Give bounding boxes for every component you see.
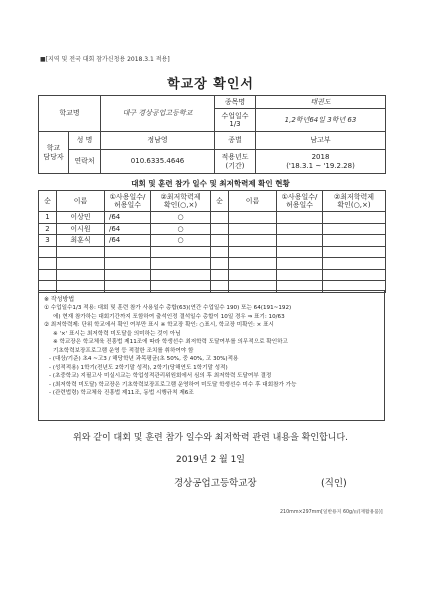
school-signature: 경상공업고등학교장 — [174, 478, 257, 489]
page-title: 학교장 확인서 — [167, 77, 254, 92]
empty-cell — [277, 212, 323, 224]
empty-cell — [323, 258, 386, 270]
row-no: 3 — [39, 235, 57, 247]
row-days: /64 — [105, 223, 151, 235]
name-value: 정남영 — [101, 132, 215, 150]
school-label: 학교명 — [39, 96, 101, 132]
row-days — [105, 246, 151, 258]
row-name — [57, 246, 105, 258]
roster-table — [38, 190, 386, 293]
col-no-left: 순 — [39, 191, 57, 212]
confirm-text: 위와 같이 대회 및 훈련 참가 일수와 최저학력 관련 내용을 확인합니다. — [73, 433, 348, 443]
row-days — [105, 269, 151, 281]
row-no — [39, 269, 57, 281]
row-days — [105, 258, 151, 270]
empty-cell — [229, 212, 277, 224]
note-line: - (초중학교) 지필고사 미실시교는 학업성적관리위원회에서 심의 후 최저학력 도달여부 결정 — [49, 373, 272, 379]
row-ok: ○ — [151, 223, 211, 235]
roster-row — [39, 246, 386, 258]
note-line: 에) 현재 참가하는 대회기간까지 포함하여 출석인정 결석일수 총합이 10일 경우 ⇒ 표기: 10/63 — [53, 313, 285, 320]
row-ok — [151, 246, 211, 258]
row-no: 2 — [39, 223, 57, 235]
empty-cell — [211, 246, 229, 258]
note-line: ※ 학교장은 학교체육 진흥법 제11조에 따라 학생선수 최저학력 도달여부를 의무적으로 확인하고 — [53, 339, 288, 345]
empty-cell — [229, 223, 277, 235]
roster-row — [39, 223, 386, 235]
empty-cell — [277, 246, 323, 258]
note-line: - (성적적용) 1학기(전년도 2학기말 성적), 2학기(당해연도 1학기말 성적) — [49, 364, 228, 371]
staff-label: 학교 담당자 — [39, 132, 69, 174]
empty-cell — [323, 235, 386, 247]
contact-value: 010.6335.4646 — [101, 150, 215, 174]
empty-cell — [211, 258, 229, 270]
event-label: 종목명 — [215, 96, 256, 109]
year-value: 2018 ('18.3.1 ~ '19.2.28) — [256, 150, 386, 174]
seal-text: (직인) — [321, 478, 347, 489]
name-label: 성 명 — [69, 132, 101, 150]
col-name-right: 이름 — [229, 191, 277, 212]
empty-cell — [211, 235, 229, 247]
header-note: ■[지역 및 전국 대회 참가신청용 2018.3.1 적용] — [40, 56, 170, 63]
row-name — [57, 258, 105, 270]
note-line: 기초학력보장프로그램 운영 등 적절한 조치를 취하여야 함 — [53, 347, 194, 354]
gender-label: 종별 — [215, 132, 256, 150]
event-value: 태권도 — [256, 96, 386, 109]
roster-row — [39, 235, 386, 247]
section-title: 대회 및 훈련 참가 일수 및 최저학력제 확인 현황 — [131, 179, 290, 188]
row-ok — [151, 258, 211, 270]
col-name-left: 이름 — [57, 191, 105, 212]
col-days-right: ①사용일수/ 허용일수 — [277, 191, 323, 212]
row-name: 최훈식 — [57, 235, 105, 247]
empty-cell — [211, 223, 229, 235]
notes-head: ※ 작성방법 — [44, 296, 75, 303]
info-table — [38, 95, 386, 174]
notes-box — [38, 290, 385, 421]
row-days: /64 — [105, 212, 151, 224]
empty-cell — [323, 269, 386, 281]
note-line: ① 수업일수1/3 적용: 대회 및 훈련 참가 사용일수 총합(63)(연간 수업일수 190) 또는 64(191~192) — [44, 305, 292, 311]
row-days: /64 — [105, 235, 151, 247]
school-value: 대구 경상공업고등학교 — [101, 96, 215, 132]
col-ok-right: ②최저학력제 확인(○,×) — [323, 191, 386, 212]
date-text: 2019년 2 월 1일 — [175, 455, 246, 465]
empty-cell — [323, 212, 386, 224]
class-days-label: 수업일수 1/3 — [215, 109, 256, 132]
empty-cell — [211, 212, 229, 224]
note-line: ② 최저학력제: 단위 학교에서 확인 여부만 표시 ※ 학교장 확인: ○표시, 학교장 미확인: × 표시 — [44, 322, 274, 328]
row-name: 이상민 — [57, 212, 105, 224]
col-no-right: 순 — [211, 191, 229, 212]
paper-spec-footer: 210mm×297mm[일반용지 60g/㎡(재활용품)] — [280, 510, 383, 515]
class-days-value: 1,2학년64일 3학년 63 — [256, 109, 386, 132]
row-no — [39, 246, 57, 258]
row-no — [39, 258, 57, 270]
empty-cell — [277, 269, 323, 281]
row-no: 1 — [39, 212, 57, 224]
col-ok-left: ②최저학력제 확인(○,×) — [151, 191, 211, 212]
empty-cell — [229, 235, 277, 247]
empty-cell — [211, 269, 229, 281]
empty-cell — [277, 235, 323, 247]
empty-cell — [229, 258, 277, 270]
note-line: - (대상/기준) 초4 ~고3 / 해당학년 과목평균(초 50%, 중 40%, 고 30%)적용 — [49, 356, 239, 362]
col-days-left: ①사용일수/ 허용일수 — [105, 191, 151, 212]
roster-row — [39, 269, 386, 281]
empty-cell — [277, 258, 323, 270]
roster-header-row — [39, 191, 386, 212]
row-ok: ○ — [151, 235, 211, 247]
roster-row — [39, 212, 386, 224]
row-name: 이시원 — [57, 223, 105, 235]
note-line: - (최저학력 미도달) 학교장은 기초학력보장프로그램 운영하여 미도달 학생선수 미수 후 대회참가 가능 — [49, 381, 297, 388]
note-line: - (관련법령) 학교체육 진흥법 제11조, 동법 시행규칙 제6조 — [49, 390, 194, 396]
empty-cell — [277, 223, 323, 235]
row-ok — [151, 269, 211, 281]
row-name — [57, 269, 105, 281]
empty-cell — [323, 246, 386, 258]
empty-cell — [323, 223, 386, 235]
row-ok: ○ — [151, 212, 211, 224]
empty-cell — [229, 269, 277, 281]
contact-label: 연락처 — [69, 150, 101, 174]
gender-value: 남고부 — [256, 132, 386, 150]
roster-row — [39, 258, 386, 270]
note-line: ※ '×' 표시는 최저학력 미도달을 의미하는 것이 아님 — [53, 330, 181, 337]
year-label: 적용년도 (기간) — [215, 150, 256, 174]
empty-cell — [229, 246, 277, 258]
